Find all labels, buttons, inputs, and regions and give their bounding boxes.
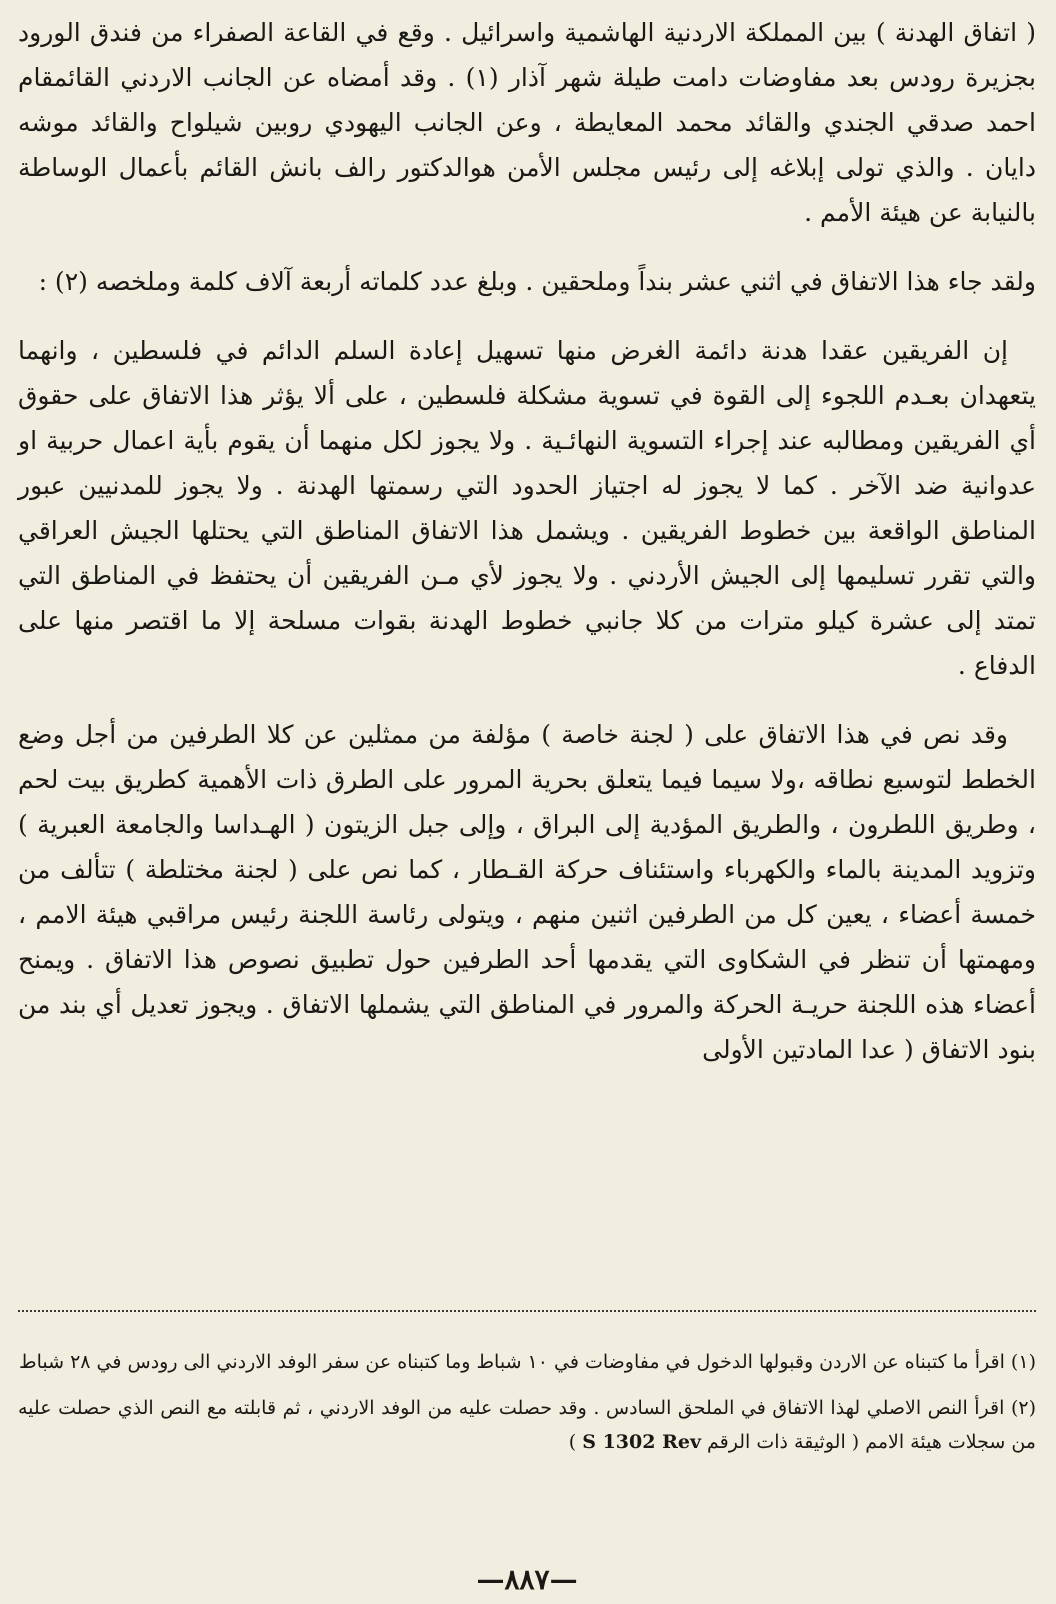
document-page: [18, 10, 1036, 1594]
main-text: [18, 10, 1036, 1072]
footnotes: [18, 1345, 1036, 1471]
footnote-divider: [18, 1310, 1036, 1312]
paragraph-committees: وقد نص في هذا الاتفاق على ( لجنة خاصة ) مؤلفة من ممثلين عن كلا الطرفين من أجل وضع الخطط لتوسيع نطاقه ،ولا سيما فيما يتعلق بحرية المرور على الطرق ذات الأهمية كطريق بيت لحم ، وطريق اللطرون ، والطريق المؤدية إلى البراق ، وإلى جبل الزيتون ( الهـداسا والجامعة العبرية ) وتزويد المدينة بالماء والكهرباء واستئناف حركة القـطار ، كما نص على ( لجنة مختلطة ) تتألف من خمسة أعضاء ، يعين كل من الطرفين اثنين منهم ، ويتولى رئاسة اللجنة رئيس مراقبي هيئة الامم ، ومهمتها أن تنظر في الشكاوى التي يقدمها أحد الطرفين حول تطبيق نصوص هذا الاتفاق . ويمنح أعضاء هذه اللجنة حريـة الحركة والمرور في المناطق التي يشملها الاتفاق . ويجوز تعديل أي بند من بنود الاتفاق ( عدا المادتين الأولى: [18, 720, 1036, 1064]
footnote-2-text: (٢) اقرأ النص الاصلي لهذا الاتفاق في الملحق السادس . وقد حصلت عليه من الوفد الاردني ، ثم قابلته مع النص الذي حصلت عليه من سجلات هيئة الامم ( الوثيقة ذات الرقم: [18, 1397, 1036, 1453]
footnote-1: (١) اقرأ ما كتبناه عن الاردن وقبولها الدخول في مفاوضات في ١٠ شباط وما كتبناه عن سفر الوفد الاردني الى رودس في ٢٨ شباط: [19, 1351, 1036, 1373]
footnote-2: [18, 1391, 1036, 1459]
page-number: —٨٨٧—: [476, 1563, 578, 1596]
document-reference: S 1302 Rev: [582, 1431, 701, 1453]
paragraph-armistice-intro: ( اتفاق الهدنة ) بين المملكة الاردنية الهاشمية واسرائيل . وقع في القاعة الصفراء من فندق الورود بجزيرة رودس بعد مفاوضات دامت طيلة شهر آذار (١) . وقد أمضاه عن الجانب الاردني القائمقام احمد صدقي الجندي والقائد محمد المعايطة ، وعن الجانب اليهودي روبين شيلواح والقائد موشه دايان . والذي تولى إبلاغه إلى رئيس مجلس الأمن هوالدكتور رالف بانش القائم بأعمال الوساطة بالنيابة عن هيئة الأمم .: [18, 18, 1036, 227]
footnote-2-close: ): [568, 1431, 577, 1453]
paragraph-truce-terms: إن الفريقين عقدا هدنة دائمة الغرض منها تسهيل إعادة السلم الدائم في فلسطين ، وانهما يتعهدان بعـدم اللجوء إلى القوة في تسوية مشكلة فلسطين ، على ألا يؤثر هذا الاتفاق على حقوق أي الفريقين ومطالبه عند إجراء التسوية النهائـية . ولا يجوز لكل منهما أن يقوم بأية اعمال حربية او عدوانية ضد الآخر . كما لا يجوز له اجتياز الحدود التي رسمتها الهدنة . ولا يجوز للمدنيين عبور المناطق الواقعة بين خطوط الفريقين . ويشمل هذا الاتفاق المناطق التي يحتلها الجيش العراقي والتي تقرر تسليمها إلى الجيش الأردني . ولا يجوز لأي مـن الفريقين أن يحتفظ في المناطق التي تمتد إلى عشرة كيلو مترات من كلا جانبي خطوط الهدنة بقوات مسلحة إلا ما اقتصر منها على الدفاع .: [18, 336, 1036, 680]
paragraph-articles-count: ولقد جاء هذا الاتفاق في اثني عشر بنداً وملحقين . وبلغ عدد كلماته أربعة آلاف كلمة وملخصه (٢) :: [38, 267, 1036, 296]
